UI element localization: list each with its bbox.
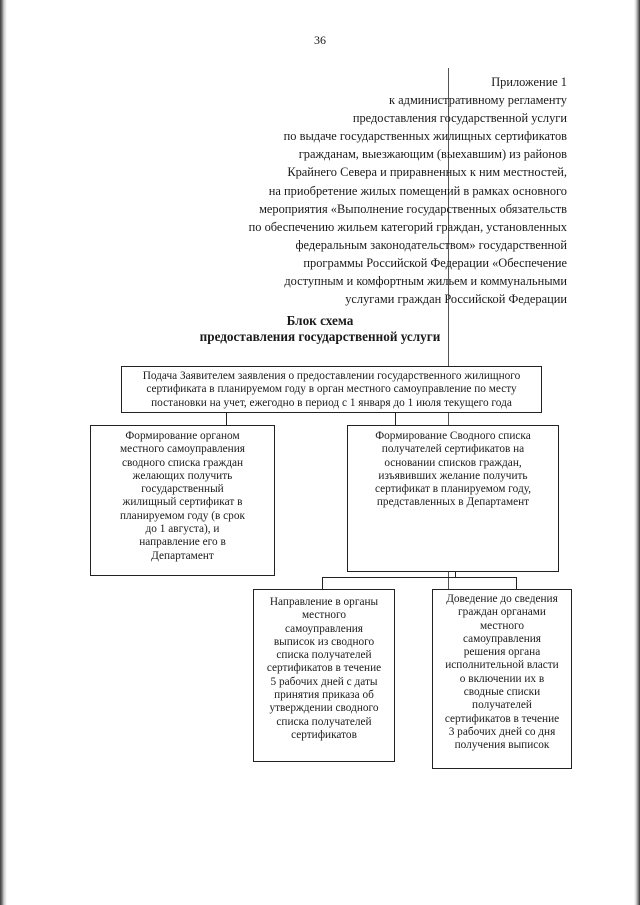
box-line: государственный: [141, 483, 224, 496]
page-number: 36: [314, 33, 326, 47]
box-line: до 1 августа), и: [145, 523, 220, 536]
appendix-line: услугами граждан Российской Федерации: [345, 292, 567, 307]
box-line: 5 рабочих дней с даты: [270, 675, 378, 688]
box-line: Доведение до сведения: [446, 593, 558, 605]
box-line: сертификата в планируемом году в орган местного самоуправление по месту: [146, 383, 517, 396]
step-notify-citizens: [432, 589, 572, 769]
box-line: получателей: [472, 699, 532, 712]
box-line: планируемом году (в срок: [120, 509, 245, 522]
appendix-line: доступным и комфортным жильем и коммунальными: [284, 274, 567, 289]
connector-horizontal: [322, 577, 517, 578]
box-line: сертификатов в течение: [266, 662, 382, 675]
box-line: направление его в: [139, 536, 226, 549]
box-line: Департамент: [151, 549, 214, 562]
scan-right-edge: [634, 0, 640, 905]
box-line: сводные списки: [463, 686, 541, 699]
appendix-line: на приобретение жилых помещений в рамках основного: [268, 183, 567, 198]
appendix-line: федеральным законодательством» государственной: [295, 237, 567, 252]
title-line: предоставления государственной услуги: [199, 329, 441, 344]
box-line: местного самоуправления: [120, 443, 245, 456]
box-line: самоуправления: [284, 622, 363, 635]
appendix-line: Приложение 1: [491, 75, 567, 89]
connector-top-to-right: [395, 412, 396, 426]
box-line: самоуправления: [462, 632, 541, 645]
appendix-line: по выдаче государственных жилищных сертификатов: [283, 129, 567, 144]
box-line: получения выписок: [454, 739, 550, 752]
title-line: Блок схема: [286, 313, 354, 328]
box-line: постановки на учет, ежегодно в период с 1 января до 1 июля текущего года: [151, 396, 512, 409]
flowchart-title: [0, 313, 640, 345]
step-submit-application: [121, 366, 542, 413]
box-line: Формирование органом: [125, 430, 240, 442]
box-line: местного: [479, 619, 525, 632]
box-line: сертификатов в течение: [444, 712, 560, 725]
box-line: местного: [301, 609, 347, 622]
box-line: сертификат в планируемом году,: [374, 483, 532, 496]
box-line: о включении их в: [459, 672, 545, 685]
box-line: получателей сертификатов на: [381, 443, 525, 456]
box-line: утверждении сводного: [269, 702, 379, 715]
step-consolidated-list: [347, 425, 559, 572]
box-line: решения органа: [463, 646, 541, 659]
appendix-line: мероприятия «Выполнение государственных обязательств: [259, 201, 567, 216]
box-line: Направление в органы: [269, 596, 379, 608]
appendix-line: к административному регламенту: [389, 93, 567, 108]
appendix-line: программы Российской Федерации «Обеспечение: [303, 255, 567, 270]
box-line: граждан органами: [458, 606, 546, 619]
step-send-extracts: [253, 589, 395, 762]
box-line: представленных в Департамент: [376, 496, 530, 509]
appendix-line: по обеспечению жильем категорий граждан, установленных: [248, 219, 567, 234]
box-line: Формирование Сводного списка: [375, 430, 531, 442]
appendix-header: [147, 73, 567, 308]
appendix-line: Крайнего Севера и приравненных к ним местностей,: [287, 165, 567, 180]
box-line: выписок из сводного: [273, 635, 375, 648]
box-line: исполнительной власти: [445, 659, 559, 672]
box-line: списка получателей: [276, 715, 372, 728]
box-line: желающих получить: [132, 469, 233, 482]
box-line: изъявивших желание получить: [378, 469, 528, 482]
appendix-line: гражданам, выезжающим (выехавшим) из районов: [298, 147, 567, 162]
box-line: списка получателей: [276, 649, 372, 662]
appendix-line: предоставления государственной услуги: [352, 111, 567, 126]
step-municipal-list: [90, 425, 275, 576]
box-line: 3 рабочих дней со дня: [448, 725, 556, 738]
box-line: жилищный сертификат в: [122, 496, 243, 509]
box-line: сертификатов: [291, 728, 357, 741]
box-line: основании списков граждан,: [384, 456, 522, 469]
box-line: сводного списка граждан: [121, 456, 244, 469]
connector-top-to-left: [226, 412, 227, 426]
box-line: принятия приказа об: [274, 689, 374, 702]
scan-left-edge: [0, 0, 7, 905]
box-line: Подача Заявителем заявления о предоставлении государственного жилищного: [142, 370, 521, 382]
